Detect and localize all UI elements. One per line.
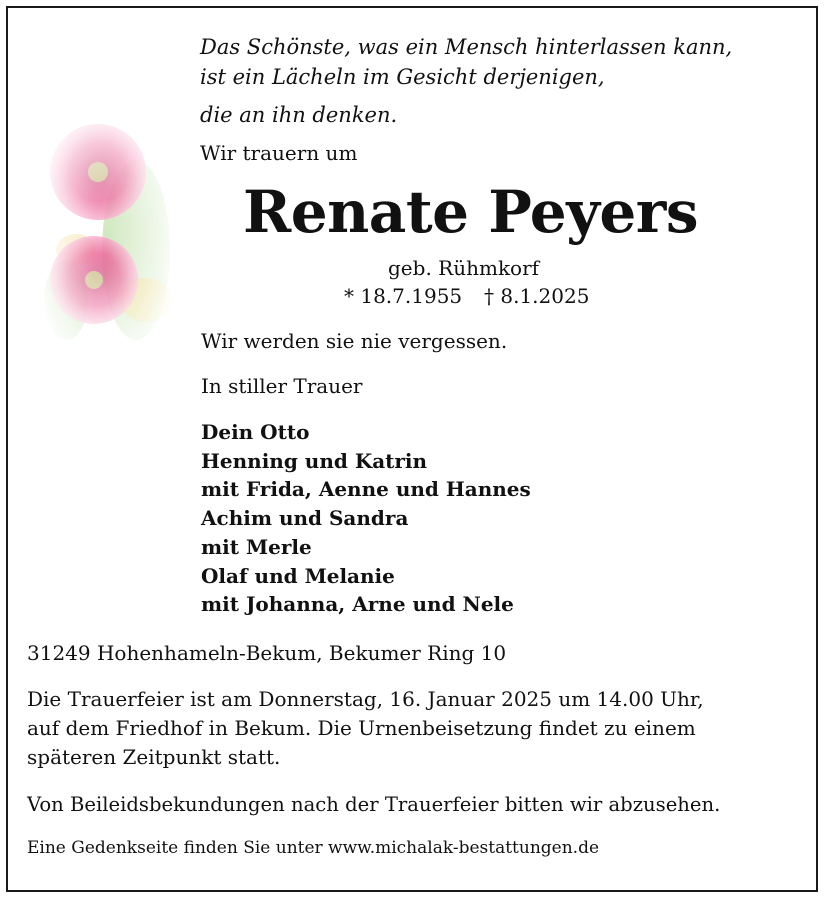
family-member: mit Merle bbox=[201, 534, 312, 559]
quote-line-3: die an ihn denken. bbox=[200, 103, 398, 127]
maiden-name: geb. Rühmkorf bbox=[388, 256, 540, 280]
flower-image bbox=[36, 100, 176, 370]
family-member: Achim und Sandra bbox=[201, 506, 409, 531]
family-member: mit Frida, Aenne und Hannes bbox=[201, 477, 531, 502]
family-member: Dein Otto bbox=[201, 420, 310, 444]
mourning-line: In stiller Trauer bbox=[201, 374, 363, 398]
remember-text: Wir werden sie nie vergessen. bbox=[201, 329, 508, 353]
condolence-note: Von Beileidsbekundungen nach der Trauerfeier bitten wir abzusehen. bbox=[27, 793, 721, 816]
ceremony-line-2: auf dem Friedhof in Bekum. Die Urnenbeisetzung findet zu einem bbox=[27, 716, 696, 740]
address: 31249 Hohenhameln-Bekum, Bekumer Ring 10 bbox=[27, 641, 507, 665]
deceased-name: Renate Peyers bbox=[243, 178, 699, 246]
family-member: Henning und Katrin bbox=[201, 448, 428, 473]
family-member: mit Johanna, Arne und Nele bbox=[201, 592, 514, 617]
ceremony-info bbox=[27, 685, 704, 772]
quote-line-2: ist ein Lächeln im Gesicht derjenigen, bbox=[200, 65, 605, 89]
family-member: Olaf und Melanie bbox=[201, 563, 395, 588]
memorial-page-note: Eine Gedenkseite finden Sie unter www.michalak-bestattungen.de bbox=[27, 838, 600, 858]
ceremony-line-1: Die Trauerfeier ist am Donnerstag, 16. Januar 2025 um 14.00 Uhr, bbox=[27, 687, 704, 711]
quote-line-1: Das Schönste, was ein Mensch hinterlassen kann, bbox=[200, 35, 733, 59]
birth-date: * 18.7.1955 bbox=[344, 284, 463, 308]
intro-text: Wir trauern um bbox=[200, 141, 358, 165]
ceremony-line-3: späteren Zeitpunkt statt. bbox=[27, 745, 281, 769]
family-list bbox=[201, 418, 531, 619]
death-date: † 8.1.2025 bbox=[484, 284, 590, 308]
